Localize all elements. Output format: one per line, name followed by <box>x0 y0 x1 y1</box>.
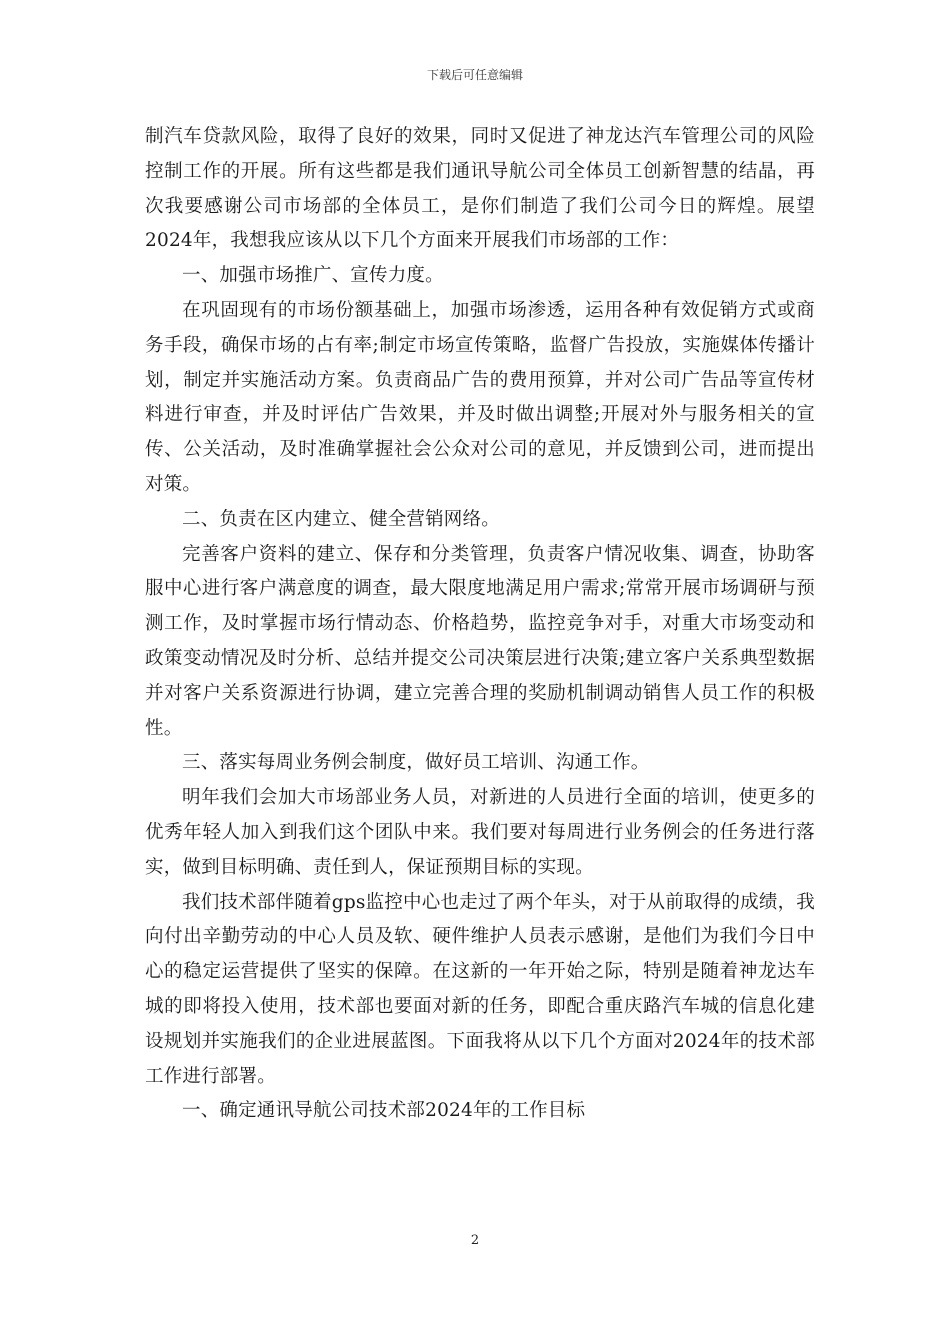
paragraph-weekly-meetings: 明年我们会加大市场部业务人员，对新进的人员进行全面的培训，使更多的优秀年轻人加入到我们这个团队中来。我们要对每周进行业务例会的任务进行落实，做到目标明确、责任到人，保证预期目标的实现。 <box>145 787 815 878</box>
document-body <box>145 120 815 1129</box>
paragraph-sales-network: 完善客户资料的建立、保存和分类管理，负责客户情况收集、调查，协助客服中心进行客户满意度的调查，最大限度地满足用户需求;常常开展市场调研与预测工作，及时掌握市场行情动态、价格趋势，监控竞争对手，对重大市场变动和政策变动情况及时分析、总结并提交公司决策层进行决策;建立客户关系典型数据并对客户关系资源进行协调，建立完善合理的奖励机制调动销售人员工作的积极性。 <box>145 543 815 739</box>
heading-market-promotion: 一、加强市场推广、宣传力度。 <box>182 265 444 287</box>
heading-weekly-meetings: 三、落实每周业务例会制度，做好员工培训、沟通工作。 <box>182 752 650 774</box>
page-number: 2 <box>470 1233 480 1248</box>
paragraph-market-promotion: 在巩固现有的市场份额基础上，加强市场渗透，运用各种有效促销方式或商务手段，确保市场的占有率;制定市场宣传策略，监督广告投放，实施媒体传播计划，制定并实施活动方案。负责商品广告的费用预算，并对公司广告品等宣传材料进行审查，并及时评估广告效果，并及时做出调整;开展对外与服务相关的宣传、公关活动，及时准确掌握社会公众对公司的意见，并反馈到公司，进而提出对策。 <box>145 299 815 495</box>
page-header: 下载后可任意编辑 <box>426 68 523 82</box>
paragraph-technical-department: 我们技术部伴随着gps监控中心也走过了两个年头，对于从前取得的成绩，我向付出辛勤劳动的中心人员及软、硬件维护人员表示感谢，是他们为我们今日中心的稳定运营提供了坚实的保障。在这新的一年开始之际，特别是随着神龙达车城的即将投入使用，技术部也要面对新的任务，即配合重庆路汽车城的信息化建设规划并实施我们的企业进展蓝图。下面我将从以下几个方面对2024年的技术部工作进行部署。 <box>145 891 815 1087</box>
heading-technical-goals: 一、确定通讯导航公司技术部2024年的工作目标 <box>182 1100 586 1122</box>
paragraph-continuation: 制汽车贷款风险，取得了良好的效果，同时又促进了神龙达汽车管理公司的风险控制工作的开展。所有这些都是我们通讯导航公司全体员工创新智慧的结晶，再次我要感谢公司市场部的全体员工，是你们制造了我们公司今日的辉煌。展望2024年，我想我应该从以下几个方面来开展我们市场部的工作： <box>145 126 815 252</box>
heading-sales-network: 二、负责在区内建立、健全营销网络。 <box>182 508 500 530</box>
